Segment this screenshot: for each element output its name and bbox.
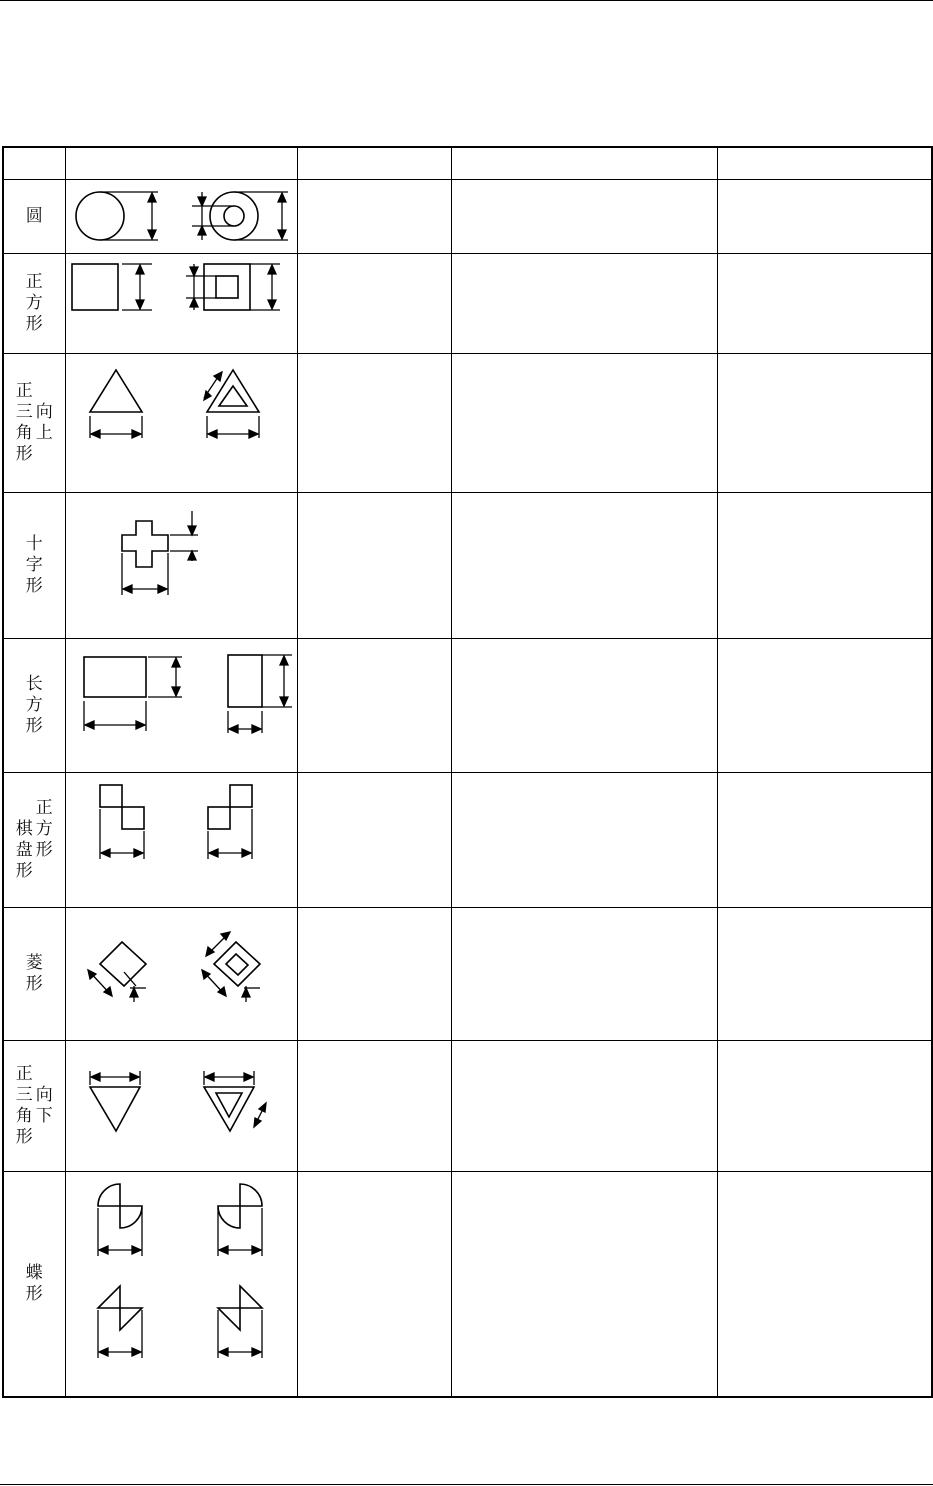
rectangle-tall-shape-icon [228,655,292,733]
shape-name: 圆 [25,205,43,226]
shape-name-cell [3,353,65,492]
table-header-row [3,147,932,179]
header-cell [451,147,717,179]
shape-diagram-cell [65,1171,297,1397]
table-row [3,907,932,1040]
shape-name-qualifier: 向下 [35,1084,53,1126]
shape-diagram-cell [65,179,297,253]
empty-cell [297,638,451,772]
hollow-triangle-down-shape-icon [204,1071,266,1131]
cross-shape-icon [122,511,198,595]
top-rule [0,0,933,1]
triangle-up-shape-icon [90,370,142,438]
shape-name: 正三角形 [15,1063,33,1147]
shape-name-qualifier: 正方形 [35,797,53,860]
empty-cell [297,772,451,907]
empty-cell [717,1040,932,1171]
butterfly-shape-icon [98,1184,262,1358]
shape-diagram-cell [65,1040,297,1171]
shape-diagram-cell [65,907,297,1040]
shape-name-qualifier: 向上 [35,401,53,443]
header-cell [297,147,451,179]
shape-name-cell [3,772,65,907]
table-row [3,353,932,492]
table-row [3,772,932,907]
shape-name-cell [3,1040,65,1171]
empty-cell [717,179,932,253]
shape-name-cell [3,492,65,638]
shape-name: 正三角形 [15,380,33,464]
diamond-shape-icon [88,942,146,1002]
shape-name-cell [3,638,65,772]
empty-cell [451,353,717,492]
shape-name: 棋盘形 [15,818,33,881]
table-row [3,492,932,638]
empty-cell [297,1171,451,1397]
empty-cell [451,907,717,1040]
checkerboard-shape-icon [100,785,252,859]
empty-cell [297,353,451,492]
shape-diagram-cell [65,353,297,492]
empty-cell [451,1171,717,1397]
hollow-square-shape-icon [186,264,280,310]
empty-cell [451,1040,717,1171]
shape-name-cell [3,1171,65,1397]
rectangle-wide-shape-icon [84,657,182,731]
empty-cell [297,492,451,638]
shape-name: 蝶形 [25,1262,43,1304]
empty-cell [297,253,451,353]
empty-cell [717,1171,932,1397]
empty-cell [297,179,451,253]
shape-name: 菱形 [25,952,43,994]
table-row [3,253,932,353]
empty-cell [451,772,717,907]
empty-cell [451,638,717,772]
shape-name-cell [3,179,65,253]
shape-name-cell [3,907,65,1040]
circle-shape-icon [76,192,158,240]
square-shape-icon [72,264,152,310]
empty-cell [451,492,717,638]
table-row [3,638,932,772]
empty-cell [297,1040,451,1171]
shape-name: 长方形 [25,673,43,736]
empty-cell [717,492,932,638]
empty-cell [717,638,932,772]
shape-diagram-cell [65,638,297,772]
shape-diagram-cell [65,492,297,638]
table-row [3,1040,932,1171]
header-cell [65,147,297,179]
shape-table [2,146,933,1398]
shape-diagram-cell [65,772,297,907]
hollow-triangle-up-shape-icon [204,370,259,438]
bottom-rule [0,1484,933,1485]
shape-name-cell [3,253,65,353]
shape-name: 正方形 [25,271,43,334]
shape-name: 十字形 [25,533,43,596]
header-cell [3,147,65,179]
empty-cell [451,253,717,353]
hollow-diamond-shape-icon [202,932,260,1002]
empty-cell [451,179,717,253]
empty-cell [717,253,932,353]
shape-diagram-cell [65,253,297,353]
ring-shape-icon [192,192,288,240]
empty-cell [717,353,932,492]
empty-cell [717,772,932,907]
triangle-down-shape-icon [90,1071,140,1131]
table-row [3,179,932,253]
header-cell [717,147,932,179]
empty-cell [297,907,451,1040]
table-row [3,1171,932,1397]
empty-cell [717,907,932,1040]
